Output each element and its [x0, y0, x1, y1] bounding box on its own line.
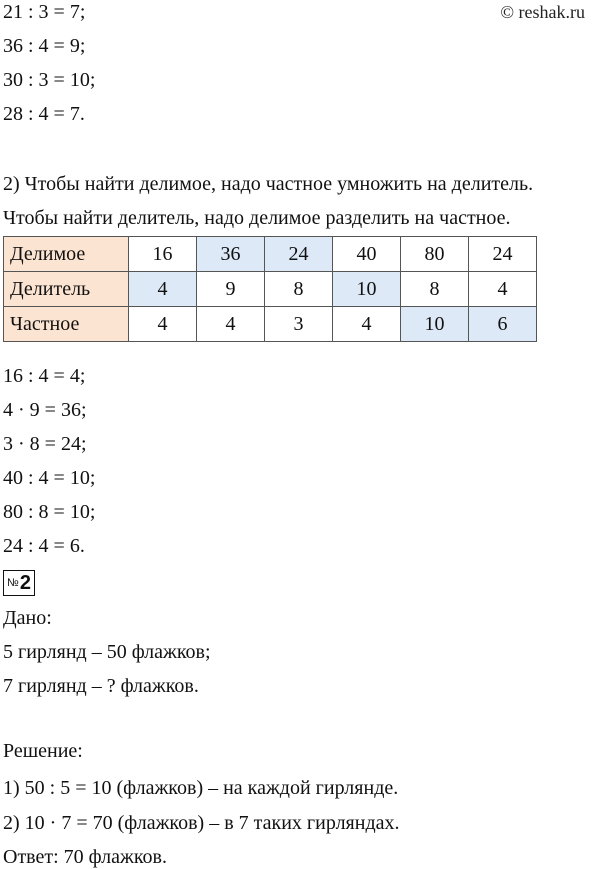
task-number-badge	[3, 570, 35, 596]
top-line: 36 : 4 = 9;	[3, 35, 86, 57]
table-cell: 6	[469, 307, 537, 342]
calc-line: 4 · 9 = 36;	[3, 399, 87, 421]
table-cell: 80	[401, 237, 469, 272]
given-line: 7 гирлянд – ? флажков.	[3, 675, 199, 697]
table-cell: 10	[401, 307, 469, 342]
calc-line: 24 : 4 = 6.	[3, 535, 85, 557]
solution-line: 2) 10 · 7 = 70 (флажков) – в 7 таких гирляндах.	[3, 812, 400, 834]
table-cell: 4	[197, 307, 265, 342]
solution-label: Решение:	[3, 740, 83, 762]
number-sign: №	[7, 577, 19, 589]
table-cell: 24	[469, 237, 537, 272]
table-cell: 8	[401, 272, 469, 307]
watermark: © reshak.ru	[500, 2, 585, 22]
answer-line: Ответ: 70 флажков.	[3, 846, 167, 868]
table-cell: 3	[265, 307, 333, 342]
table-cell: 4	[129, 272, 197, 307]
table-cell: 10	[333, 272, 401, 307]
top-line: 30 : 3 = 10;	[3, 69, 96, 91]
table-cell: 4	[469, 272, 537, 307]
row-label-quotient: Частное	[4, 307, 129, 342]
solution-line: 1) 50 : 5 = 10 (флажков) – на каждой гирлянде.	[3, 777, 399, 799]
table-cell: 24	[265, 237, 333, 272]
table-cell: 16	[129, 237, 197, 272]
table-cell: 8	[265, 272, 333, 307]
division-table	[3, 236, 537, 342]
table-cell: 4	[129, 307, 197, 342]
calc-line: 40 : 4 = 10;	[3, 467, 96, 489]
calc-line: 3 · 8 = 24;	[3, 433, 87, 455]
table-cell: 9	[197, 272, 265, 307]
calc-line: 16 : 4 = 4;	[3, 365, 86, 387]
table-row	[4, 307, 537, 342]
task-number: 2	[19, 572, 31, 594]
top-line: 21 : 3 = 7;	[3, 1, 86, 23]
top-line: 28 : 4 = 7.	[3, 103, 85, 125]
given-line: 5 гирлянд – 50 флажков;	[3, 641, 211, 663]
given-label: Дано:	[3, 607, 52, 629]
row-label-dividend: Делимое	[4, 237, 129, 272]
rule-line: Чтобы найти делитель, надо делимое разделить на частное.	[3, 207, 511, 229]
table-row	[4, 272, 537, 307]
table-row	[4, 237, 537, 272]
rule-line: 2) Чтобы найти делимое, надо частное умножить на делитель.	[3, 173, 534, 195]
table-cell: 40	[333, 237, 401, 272]
table-cell: 4	[333, 307, 401, 342]
calc-line: 80 : 8 = 10;	[3, 501, 96, 523]
table-cell: 36	[197, 237, 265, 272]
row-label-divisor: Делитель	[4, 272, 129, 307]
